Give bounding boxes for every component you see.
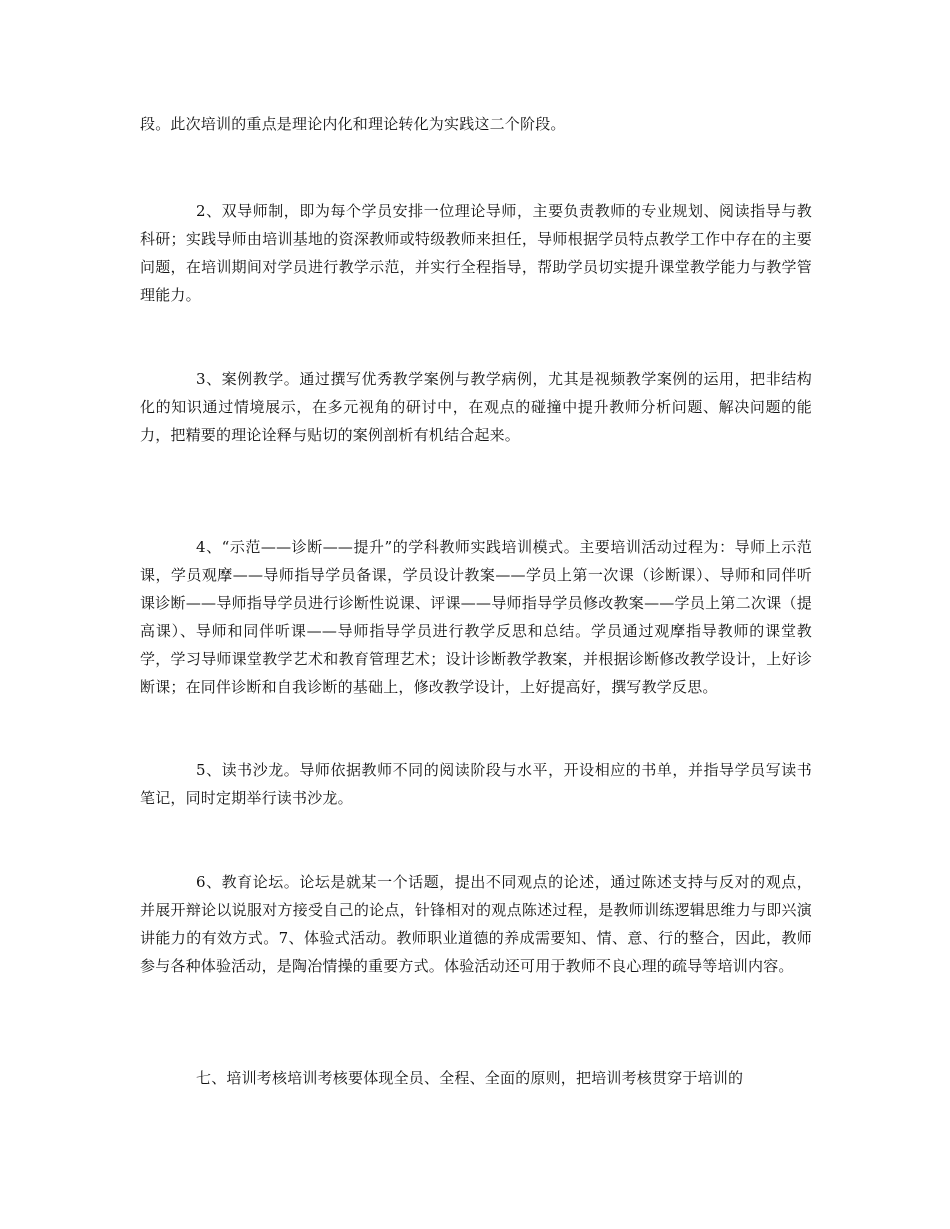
- paragraph-training-assessment: 七、培训考核培训考核要体现全员、全程、全面的原则，把培训考核贯穿于培训的: [196, 1069, 744, 1087]
- paragraph-education-forum: 6、教育论坛。论坛是就某一个话题，提出不同观点的论述，通过陈述支持与反对的观点，并展开辩论以说服对方接受自己的论点，针锋相对的观点陈述过程，是教师训练逻辑思维力与即兴演讲能力的有效方式。7、体验式活动。教师职业道德的养成需要知、情、意、行的整合，因此，教师参与各种体验活动，是陶冶情操的重要方式。体验活动还可用于教师不良心理的疏导等培训内容。: [140, 873, 812, 975]
- paragraph-case-teaching: 3、案例教学。通过撰写优秀教学案例与教学病例，尤其是视频教学案例的运用，把非结构化的知识通过情境展示，在多元视角的研讨中，在观点的碰撞中提升教师分析问题、解决问题的能力，把精要的理论诠释与贴切的案例剖析有机结合起来。: [140, 370, 812, 444]
- paragraph-reading-salon: 5、读书沙龙。导师依据教师不同的阅读阶段与水平，开设相应的书单，并指导学员写读书笔记，同时定期举行读书沙龙。: [140, 761, 812, 807]
- paragraph-stage-focus: 段。此次培训的重点是理论内化和理论转化为实践这二个阶段。: [140, 115, 566, 133]
- paragraph-demo-diagnose-improve: 4、“示范——诊断——提升”的学科教师实践培训模式。主要培训活动过程为：导师上示范课，学员观摩——导师指导学员备课，学员设计教案——学员上第一次课（诊断课）、导师和同伴听课诊断——导师指导学员进行诊断性说课、评课——导师指导学员修改教案——学员上第二次课（提高课）、导师和同伴听课——导师指导学员进行教学反思和总结。学员通过观摩指导教师的课堂教学，学习导师课堂教学艺术和教育管理艺术；设计诊断教学教案，并根据诊断修改教学设计，上好诊断课；在同伴诊断和自我诊断的基础上，修改教学设计，上好提高好，撰写教学反思。: [140, 538, 812, 696]
- paragraph-dual-mentor: 2、双导师制，即为每个学员安排一位理论导师，主要负责教师的专业规划、阅读指导与教科研；实践导师由培训基地的资深教师或特级教师来担任，导师根据学员特点教学工作中存在的主要问题，在培训期间对学员进行教学示范，并实行全程指导，帮助学员切实提升课堂教学能力与教学管理能力。: [140, 202, 812, 304]
